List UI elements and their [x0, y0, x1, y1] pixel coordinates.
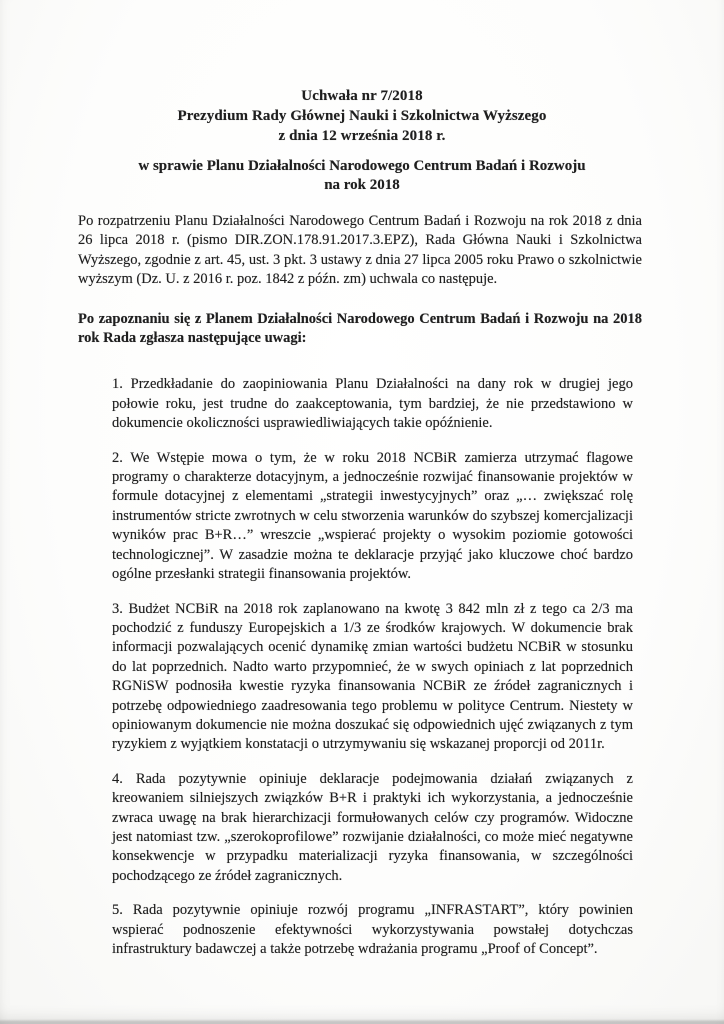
remark-item-5: 5. Rada pozytywnie opiniuje rozwój programu „INFRASTART”, który powinien wspierać podnoszenie efektywności wykorzystywania powstałej dotychczas infrastruktury badawczej a także potrzebę wdrażania programu „Proof of Concept”.: [112, 902, 633, 957]
document-heading: [0, 0, 724, 146]
lead-paragraph: Po zapoznaniu się z Planem Działalności Narodowego Centrum Badań i Rozwoju na 2018 rok Rada zgłasza następujące uwagi:: [78, 310, 642, 347]
document-subject: [0, 157, 724, 195]
scan-edge-shadow: [0, 1019, 724, 1022]
remarks-list: [112, 375, 633, 959]
remark-item-1: 1. Przedkładanie do zaopiniowania Planu Działalności na dany rok w drugiej jego połowie roku, jest trudne do zaakceptowania, tym bardziej, że nie przedstawiono w dokumencie okoliczności usprawiedliwiających takie opóźnienie.: [112, 376, 633, 432]
resolution-number: Uchwała nr 7/2018: [301, 88, 423, 104]
subject-line-2: na rok 2018: [324, 177, 400, 193]
remark-item-3: 3. Budżet NCBiR na 2018 rok zaplanowano na kwotę 3 842 mln zł z tego ca 2/3 ma pochodzić z funduszy Europejskich a 1/3 ze środków krajowych. W dokumencie brak informacji pozwalających ocenić dynamikę zmian wartości budżetu NCBiR w stosunku do lat poprzednich. Nadto warto przypomnieć, że w swych opiniach z lat poprzednich RGNiSW podnosiła kwestie ryzyka finansowania NCBiR ze źródeł zagranicznych i potrzebę odpowiedniego zaadresowania tego problemu w polityce Centrum. Niestety w opiniowanym dokumencie nie można doszukać się odpowiednich ujęć związanych z tym ryzykiem z wyjątkiem konstatacji o utrzymywaniu się wskazanej proporcji od 2011r.: [112, 600, 633, 753]
resolution-date: z dnia 12 września 2018 r.: [278, 128, 446, 144]
subject-line-1: w sprawie Planu Działalności Narodowego Centrum Badań i Rozwoju: [138, 158, 586, 174]
issuing-body: Prezydium Rady Głównej Nauki i Szkolnictwa Wyższego: [177, 108, 547, 124]
remark-item-4: 4. Rada pozytywnie opiniuje deklaracje podejmowania działań związanych z kreowaniem silniejszych związków B+R i praktyki ich wykorzystania, a jednocześnie zwraca uwagę na brak hierarchizacji formułowanych celów czy programów. Widoczne jest natomiast tzw. „szerokoprofilowe” rozwijanie działalności, co może mieć negatywne konsekwencje w przypadku materializacji ryzyka finansowania, w szczególności pochodzącego ze źródeł zagranicznych.: [112, 770, 633, 884]
remark-item-2: 2. We Wstępie mowa o tym, że w roku 2018 NCBiR zamierza utrzymać flagowe programy o charakterze dotacyjnym, a jednocześnie rozwijać finansowanie projektów w formule dotacyjnej z elementami „strategii inwestycyjnych” oraz „… zwiększać rolę instrumentów stricte zwrotnych w celu stworzenia warunków do szybszej komercjalizacji wyników prac B+R…” wreszcie „wspierać projekty o wysokim poziomie gotowości technologicznej”. W zasadzie można te deklaracje przyjąć jako kluczowe choć bardzo ogólne przesłanki strategii finansowania projektów.: [112, 449, 633, 583]
intro-paragraph: Po rozpatrzeniu Planu Działalności Narodowego Centrum Badań i Rozwoju na rok 2018 z dnia 26 lipca 2018 r. (pismo DIR.ZON.178.91.2017.3.EPZ), Rada Główna Nauki i Szkolnictwa Wyższego, zgodnie z art. 45, ust. 3 pkt. 3 ustawy z dnia 27 lipca 2005 roku Prawo o szkolnictwie wyższym (Dz. U. z 2016 r. poz. 1842 z późn. zm) uchwala co następuje.: [78, 213, 642, 288]
